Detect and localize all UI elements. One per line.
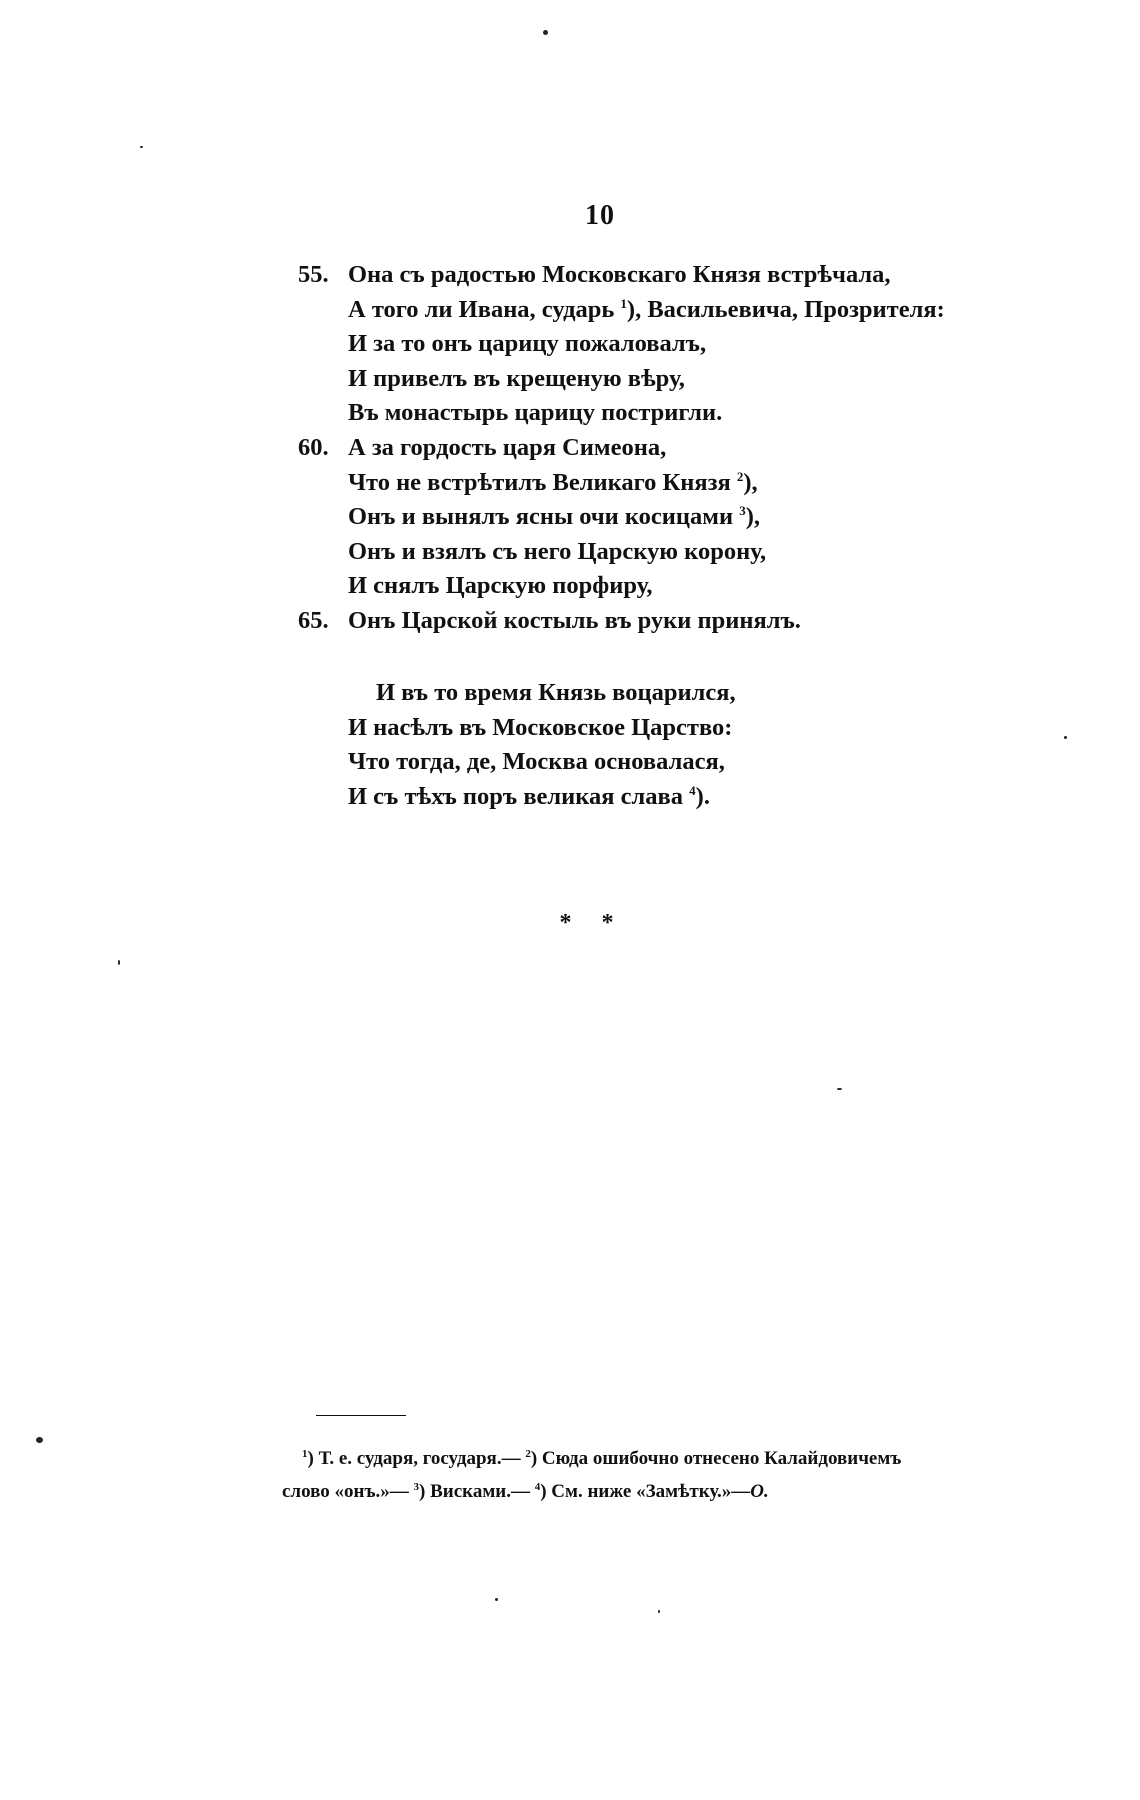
verse-text: И насѣлъ въ Московское Царство:	[348, 713, 733, 741]
verse-text: Онъ Царской костыль въ руки принялъ.	[348, 606, 801, 634]
verse-text-cont: ),	[743, 468, 758, 496]
verse-text-cont: ),	[745, 503, 761, 531]
verse-text: А того ли Ивана, сударь	[348, 295, 621, 323]
footnote-marker: 4	[689, 782, 696, 798]
verse-line	[296, 466, 945, 501]
verse-number: 65.	[298, 606, 329, 634]
verse-stanza-2	[296, 676, 736, 814]
page-number: 10	[585, 200, 615, 231]
verse-line	[296, 745, 736, 780]
footnote-marker: 1	[620, 295, 627, 311]
footnote-marker: 2	[736, 468, 744, 484]
verse-text: И привелъ въ крещеную вѣру,	[348, 364, 685, 392]
footnote-number: 1	[302, 1448, 308, 1460]
verse-text-cont: ), Васильевича, Прозрителя:	[626, 295, 945, 323]
verse-number: 55.	[298, 261, 329, 288]
verse-line	[296, 396, 945, 431]
verse-text: И въ то время Князь воцарился,	[376, 679, 736, 706]
footnote-number: 4	[534, 1481, 541, 1493]
verse-line	[296, 293, 945, 328]
footnote-number: 3	[413, 1481, 420, 1493]
footnote-signature: О.	[750, 1481, 769, 1502]
verse-text: И за то онъ царицу пожаловалъ,	[348, 330, 707, 358]
verse-line	[296, 258, 945, 293]
section-ornament: * *	[559, 910, 626, 936]
verse-text: Онъ и вынялъ ясны очи косицами	[348, 503, 740, 531]
scan-speck	[837, 1088, 842, 1090]
scan-speck	[543, 30, 548, 35]
verse-line	[296, 676, 736, 711]
footnote-text: слово «онъ.»—	[282, 1481, 414, 1502]
verse-text: Что тогда, де, Москва основалася,	[348, 748, 725, 776]
verse-line	[296, 327, 945, 362]
verse-line	[296, 569, 945, 604]
scan-speck	[36, 1437, 43, 1443]
footnote-text: ) Сюда ошибочно отнесено Калайдовичемъ	[530, 1448, 902, 1469]
verse-line	[296, 711, 736, 746]
scan-speck	[118, 960, 120, 965]
verse-line	[296, 604, 945, 639]
verse-text: Онъ и взялъ съ него Царскую корону,	[348, 537, 767, 565]
verse-text: Въ монастырь царицу постригли.	[348, 399, 723, 427]
verse-stanza-1	[296, 258, 945, 639]
footnote-text: ) Висками.—	[419, 1481, 535, 1502]
footnote-text: ) См. ниже «Замѣтку.»—	[540, 1481, 751, 1502]
verse-text: Она съ радостью Московскаго Князя встрѣчала,	[348, 261, 891, 288]
verse-line	[296, 431, 945, 466]
footnote-line-2	[282, 1475, 1022, 1508]
verse-line	[296, 362, 945, 397]
footnote-divider	[316, 1415, 406, 1416]
scan-speck	[140, 146, 143, 148]
verse-line	[296, 535, 945, 570]
verse-number: 60.	[298, 433, 329, 461]
scan-speck	[1064, 736, 1067, 739]
verse-line	[296, 500, 945, 535]
footnote-text: ) Т. е. сударя, государя.—	[307, 1448, 526, 1469]
footnotes	[282, 1442, 1022, 1508]
verse-text: А за гордость царя Симеона,	[348, 433, 667, 461]
footnote-number: 2	[525, 1448, 531, 1460]
verse-text: И съ тѣхъ поръ великая слава	[348, 782, 690, 810]
footnote-line-1	[282, 1442, 1022, 1475]
verse-line	[296, 780, 736, 815]
verse-text: Что не встрѣтилъ Великаго Князя	[348, 468, 737, 496]
verse-text: И снялъ Царскую порфиру,	[348, 572, 653, 600]
verse-text-cont: ).	[695, 782, 710, 810]
footnote-marker: 3	[739, 503, 746, 519]
scan-speck	[658, 1610, 660, 1613]
scan-speck	[495, 1598, 498, 1601]
